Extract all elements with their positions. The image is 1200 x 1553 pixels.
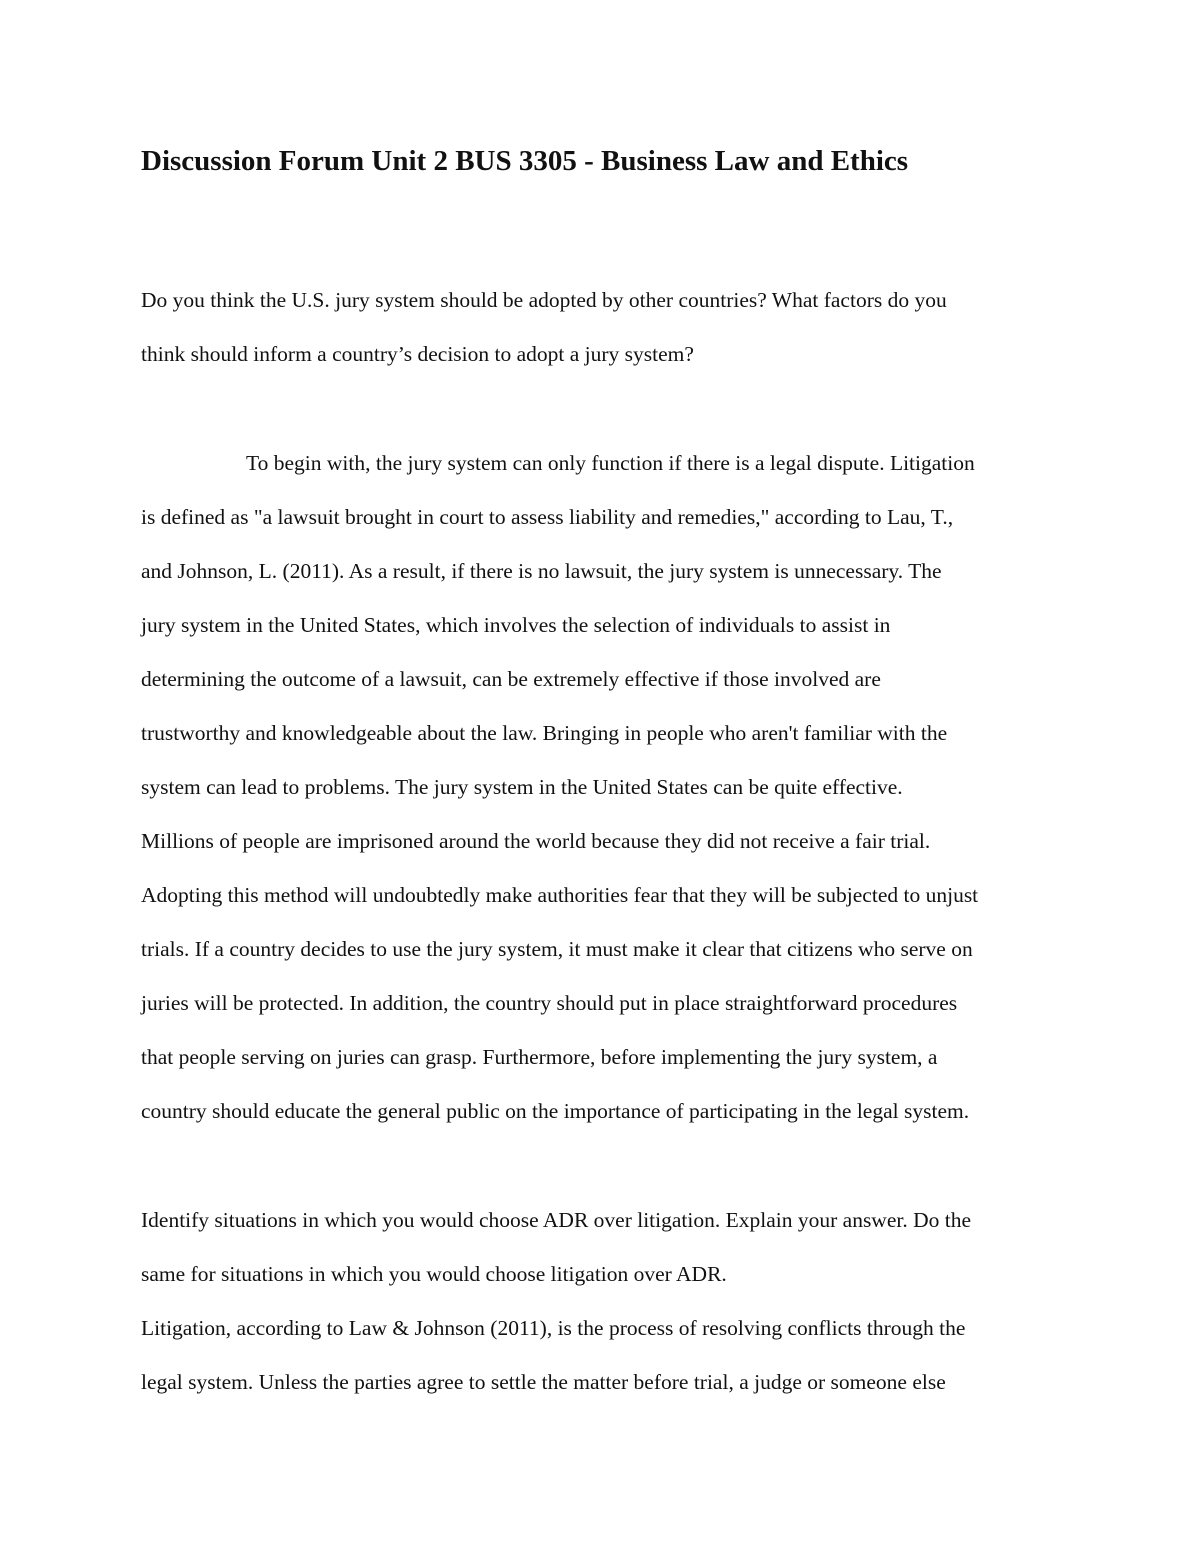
answer-2-line-2: legal system. Unless the parties agree to settle the matter before trial, a judge or someone else: [141, 1370, 946, 1394]
answer-1-line-1: To begin with, the jury system can only function if there is a legal dispute. Litigation: [246, 451, 975, 475]
answer-1-line-9: Adopting this method will undoubtedly make authorities fear that they will be subjected to unjust: [141, 883, 979, 907]
answer-1-line-13: country should educate the general public on the importance of participating in the legal system.: [141, 1099, 970, 1123]
answer-1-line-3: and Johnson, L. (2011). As a result, if there is no lawsuit, the jury system is unnecessary. The: [141, 559, 942, 583]
answer-1-line-4: jury system in the United States, which involves the selection of individuals to assist in: [141, 613, 891, 637]
answer-1-line-6: trustworthy and knowledgeable about the law. Bringing in people who aren't familiar with the: [141, 721, 948, 745]
answer-1-line-7: system can lead to problems. The jury system in the United States can be quite effective.: [141, 775, 903, 799]
answer-1-line-8: Millions of people are imprisoned around the world because they did not receive a fair trial.: [141, 829, 931, 853]
answer-2-line-1: Litigation, according to Law & Johnson (2011), is the process of resolving conflicts through the: [141, 1316, 966, 1340]
answer-1-line-10: trials. If a country decides to use the jury system, it must make it clear that citizens who serve on: [141, 937, 973, 961]
answer-1-line-11: juries will be protected. In addition, the country should put in place straightforward procedures: [141, 991, 958, 1015]
answer-1-line-2: is defined as "a lawsuit brought in court to assess liability and remedies," according to Lau, T.,: [141, 505, 954, 529]
question-2-line-1: Identify situations in which you would choose ADR over litigation. Explain your answer. Do the: [141, 1208, 972, 1232]
document-title: Discussion Forum Unit 2 BUS 3305 - Business Law and Ethics: [141, 145, 909, 177]
question-2-line-2: same for situations in which you would choose litigation over ADR.: [141, 1262, 727, 1286]
question-1-line-1: Do you think the U.S. jury system should be adopted by other countries? What factors do you: [141, 288, 947, 312]
question-1-line-2: think should inform a country’s decision to adopt a jury system?: [141, 342, 694, 366]
answer-1-line-5: determining the outcome of a lawsuit, can be extremely effective if those involved are: [141, 667, 881, 691]
answer-1-line-12: that people serving on juries can grasp. Furthermore, before implementing the jury system, a: [141, 1045, 938, 1069]
